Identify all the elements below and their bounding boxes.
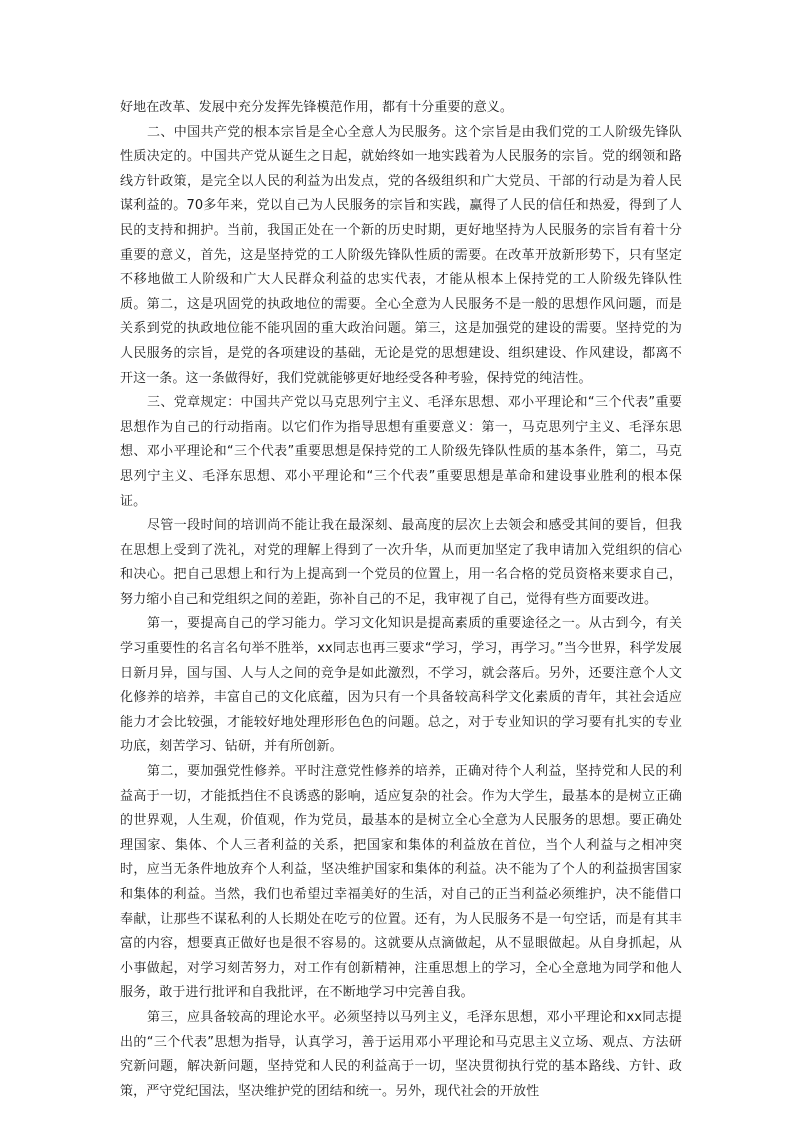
paragraph-party-purpose: 二、中国共产党的根本宗旨是全心全意人为民服务。这个宗旨是由我们党的工人阶级先锋队性质决定的。中国共产党从诞生之日起，就始终如一地实践着为人民服务的宗旨。党的纲领和路线方针政策，是完全以人民的利益为出发点，党的各级组织和广大党员、干部的行动是为着人民谋利益的。70多年来，党以自己为人民服务的宗旨和实践，赢得了人民的信任和热爱，得到了人民的支持和拥护。当前，我国正处在一个新的历史时期，更好地坚持为人民服务的宗旨有着十分重要的意义，首先，这是坚持党的工人阶级先锋队性质的需要。在改革开放新形势下，只有坚定不移地做工人阶级和广大人民群众利益的忠实代表，才能从根本上保持党的工人阶级先锋队性质。第二，这是巩固党的执政地位的需要。全心全意为人民服务不是一般的思想作风问题，而是关系到党的执政地位能不能巩固的重大政治问题。第三，这是加强党的建设的需要。坚持党的为人民服务的宗旨，是党的各项建设的基础，无论是党的思想建设、组织建设、作风建设，都离不开这一条。这一条做得好，我们党就能够更好地经受各种考验，保持党的纯洁性。 — [120, 124, 682, 386]
paragraph-theory-level: 第三，应具备较高的理论水平。必须坚持以马列主义，毛泽东思想，邓小平理论和xx同志提出的“三个代表”思想为指导，认真学习，善于运用邓小平理论和马克思主义立场、观点、方法研究新问题，解决新问题，坚持党和人民的利益高于一切，坚决贯彻执行党的基本路线、方针、政策，严守党纪国法，坚决维护党的团结和统一。另外，现代社会的开放性 — [120, 1009, 682, 1099]
paragraph-learning-ability: 第一，要提高自己的学习能力。学习文化知识是提高素质的重要途径之一。从古到今，有关学习重要性的名言名句举不胜举，xx同志也再三要求“学习，学习，再学习。”当今世界，科学发展日新月异，国与国、人与人之间的竞争是如此激烈，不学习，就会落后。另外，还要注意个人文化修养的培养，丰富自己的文化底蕴，因为只有一个具备较高科学文化素质的青年，其社会适应能力才会比较强，才能较好地处理形形色色的问题。总之，对于专业知识的学习要有扎实的专业功底，刻苦学习、钻研，并有所创新。 — [120, 616, 682, 755]
paragraph-training-reflection: 尽管一段时间的培训尚不能让我在最深刻、最高度的层次上去领会和感受其间的要旨，但我在思想上受到了洗礼，对党的理解上得到了一次升华，从而更加坚定了我申请加入党组织的信心和决心。把自己思想上和行为上提高到一个党员的位置上，用一名合格的党员资格来要求自己，努力缩小自己和党组织之间的差距，弥补自己的不足，我审视了自己，觉得有些方面要改进。 — [120, 518, 682, 607]
paragraph-party-constitution: 三、党章规定：中国共产党以马克思列宁主义、毛泽东思想、邓小平理论和“三个代表”重要思想作为自己的行动指南。以它们作为指导思想有重要意义：第一，马克思列宁主义、毛泽东思想、邓小平理论和“三个代表”重要思想是保持党的工人阶级先锋队性质的基本条件，第二，马克思列宁主义、毛泽东思想、邓小平理论和“三个代表”重要思想是革命和建设事业胜利的根本保证。 — [120, 395, 682, 509]
paragraph-continuation: 好地在改革、发展中充分发挥先锋模范作用，都有十分重要的意义。 — [120, 100, 514, 115]
document-page — [120, 96, 682, 1104]
paragraph-party-spirit: 第二，要加强党性修养。平时注意党性修养的培养，正确对待个人利益，坚持党和人民的利益高于一切，才能抵挡住不良诱惑的影响，适应复杂的社会。作为大学生，最基本的是树立正确的世界观，人生观，价值观，作为党员，最基本的是树立全心全意为人民服务的思想。要正确处理国家、集体、个人三者利益的关系，把国家和集体的利益放在首位，当个人利益与之相冲突时，应当无条件地放弃个人利益，坚决维护国家和集体的利益。决不能为了个人的利益损害国家和集体的利益。当然，我们也希望过幸福美好的生活，对自己的正当利益必须维护，决不能借口奉献，让那些不谋私利的人长期处在吃亏的位置。还有，为人民服务不是一句空话，而是有其丰富的内容，想要真正做好也是很不容易的。这就要从点滴做起，从不显眼做起。从自身抓起，从小事做起，对学习刻苦努力，对工作有创新精神，注重思想上的学习，全心全意地为同学和他人服务，敢于进行批评和自我批评，在不断地学习中完善自我。 — [120, 764, 682, 1001]
